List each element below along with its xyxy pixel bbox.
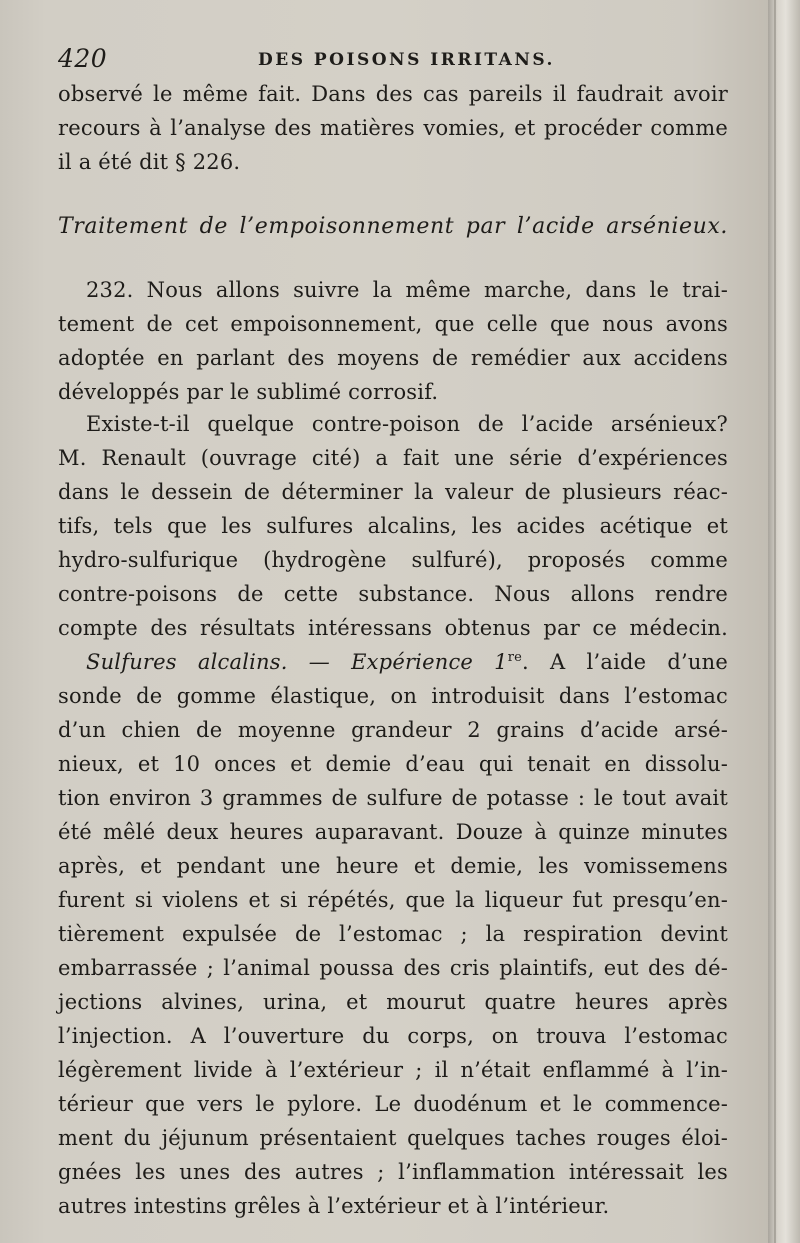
text-line: ment du jéjunum présentaient quelques taches rouges éloi- — [58, 1126, 728, 1150]
text-line: dans le dessein de déterminer la valeur de plusieurs réac- — [58, 480, 728, 504]
text-line: il a été dit § 226. — [58, 150, 241, 174]
text-line: nieux, et 10 onces et demie d’eau qui tenait en dissolu- — [58, 752, 728, 776]
text-line: recours à l’analyse des matières vomies, et procéder comme — [58, 116, 728, 140]
text-line: légèrement livide à l’extérieur ; il n’était enflammé à l’in- — [58, 1058, 728, 1082]
ordinal-suffix: re — [507, 650, 523, 665]
text-line: tifs, tels que les sulfures alcalins, les acides acétique et — [58, 514, 728, 538]
page-edge — [768, 0, 800, 1243]
text-line: développés par le sublimé corrosif. — [58, 380, 439, 404]
text-line: sonde de gomme élastique, on introduisit dans l’estomac — [58, 684, 728, 708]
text-line: autres intestins grêles à l’extérieur et à l’intérieur. — [58, 1194, 610, 1218]
text-line: furent si violens et si répétés, que la liqueur fut presqu’en- — [58, 888, 728, 912]
text-line: térieur que vers le pylore. Le duodénum et le commence- — [58, 1092, 728, 1116]
section-heading: Traitement de l’empoisonnement par l’acide arsénieux. — [58, 214, 728, 239]
text-line: tion environ 3 grammes de sulfure de potasse : le tout avait — [58, 786, 728, 810]
experience-title: Sulfures alcalins. — Expérience 1 — [86, 650, 508, 674]
text-line: tièrement expulsée de l’estomac ; la respiration devint — [58, 922, 728, 946]
text-line: contre-poisons de cette substance. Nous allons rendre — [58, 582, 728, 606]
text-line: adoptée en parlant des moyens de remédier aux accidens — [58, 346, 728, 370]
text-line: M. Renault (ouvrage cité) a fait une série d’expériences — [58, 446, 728, 470]
text-line: gnées les unes des autres ; l’inflammation intéressait les — [58, 1160, 728, 1184]
text-line: Existe-t-il quelque contre-poison de l’acide arsénieux? — [86, 412, 728, 436]
experience-text: . A l’aide d’une — [522, 650, 728, 674]
text-line: jections alvines, urina, et mourut quatre heures après — [58, 990, 728, 1014]
page-number: 420 — [58, 44, 108, 73]
text-line: embarrassée ; l’animal poussa des cris plaintifs, eut des dé- — [58, 956, 728, 980]
text-line: 232. Nous allons suivre la même marche, dans le trai- — [86, 278, 728, 302]
text-line: l’injection. A l’ouverture du corps, on trouva l’estomac — [58, 1024, 728, 1048]
experience-line — [86, 646, 728, 679]
text-line: hydro-sulfurique (hydrogène sulfuré), proposés comme — [58, 548, 728, 572]
running-head: DES POISONS IRRITANS. — [258, 50, 555, 70]
text-line: observé le même fait. Dans des cas pareils il faudrait avoir — [58, 82, 728, 106]
text-line: tement de cet empoisonnement, que celle que nous avons — [58, 312, 728, 336]
text-line: compte des résultats intéressans obtenus par ce médecin. — [58, 616, 728, 640]
text-line: après, et pendant une heure et demie, les vomissemens — [58, 854, 728, 878]
text-line: d’un chien de moyenne grandeur 2 grains d’acide arsé- — [58, 718, 728, 742]
text-line: été mêlé deux heures auparavant. Douze à quinze minutes — [58, 820, 728, 844]
page-header — [58, 44, 728, 80]
